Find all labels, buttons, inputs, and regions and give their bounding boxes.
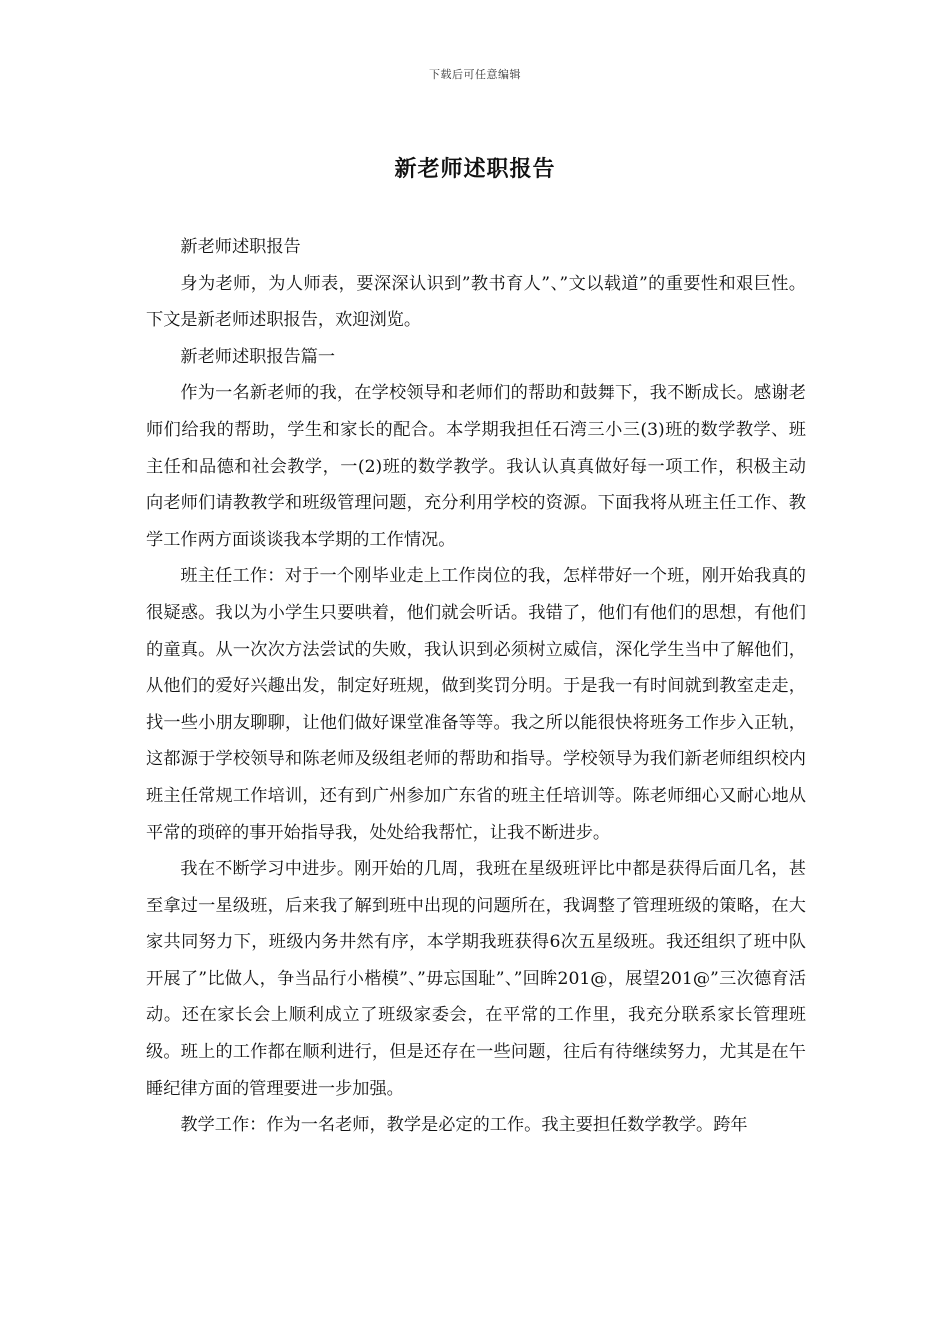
body-paragraph: 我在不断学习中进步。刚开始的几周，我班在星级班评比中都是获得后面几名，甚至拿过一星级班，后来我了解到班中出现的问题所在，我调整了管理班级的策略，在大家共同努力下，班级内务井然有序，本学期我班获得6次五星级班。我还组织了班中队开展了”比做人，争当品行小楷模”、”毋忘国耻”、”回眸201@，展望201@”三次德育活动。还在家长会上顺利成立了班级家委会，在平常的工作里，我充分联系家长管理班级。班上的工作都在顺利进行，但是还存在一些问题，往后有待继续努力，尤其是在午睡纪律方面的管理要进一步加强。 <box>146 859 806 1099</box>
document-body <box>146 229 806 1144</box>
body-paragraph: 新老师述职报告 <box>180 237 301 257</box>
body-paragraph: 新老师述职报告篇一 <box>180 346 336 367</box>
document-title: 新老师述职报告 <box>394 156 556 182</box>
header-note: 下载后可任意编辑 <box>429 68 521 81</box>
body-paragraph: 作为一名新老师的我，在学校领导和老师们的帮助和鼓舞下，我不断成长。感谢老师们给我的帮助，学生和家长的配合。本学期我担任石湾三小三(3)班的数学教学、班主任和品德和社会教学，一(2)班的数学教学。我认认真真做好每一项工作，积极主动向老师们请教教学和班级管理问题，充分利用学校的资源。下面我将从班主任工作、教学工作两方面谈谈我本学期的工作情况。 <box>146 383 806 550</box>
body-paragraph: 教学工作：作为一名老师，教学是必定的工作。我主要担任数学教学。跨年 <box>180 1115 748 1136</box>
body-paragraph: 班主任工作：对于一个刚毕业走上工作岗位的我，怎样带好一个班，刚开始我真的很疑惑。我以为小学生只要哄着，他们就会听话。我错了，他们有他们的思想，有他们的童真。从一次次方法尝试的失败，我认识到必须树立威信，深化学生当中了解他们，从他们的爱好兴趣出发，制定好班规，做到奖罚分明。于是我一有时间就到教室走走，找一些小朋友聊聊，让他们做好课堂准备等等。我之所以能很快将班务工作步入正轨，这都源于学校领导和陈老师及级组老师的帮助和指导。学校领导为我们新老师组织校内班主任常规工作培训，还有到广州参加广东省的班主任培训等。陈老师细心又耐心地从平常的琐碎的事开始指导我，处处给我帮忙，让我不断进步。 <box>146 566 806 843</box>
body-paragraph: 身为老师，为人师表，要深深认识到”教书育人”、”文以载道”的重要性和艰巨性。下文是新老师述职报告，欢迎浏览。 <box>146 273 806 331</box>
